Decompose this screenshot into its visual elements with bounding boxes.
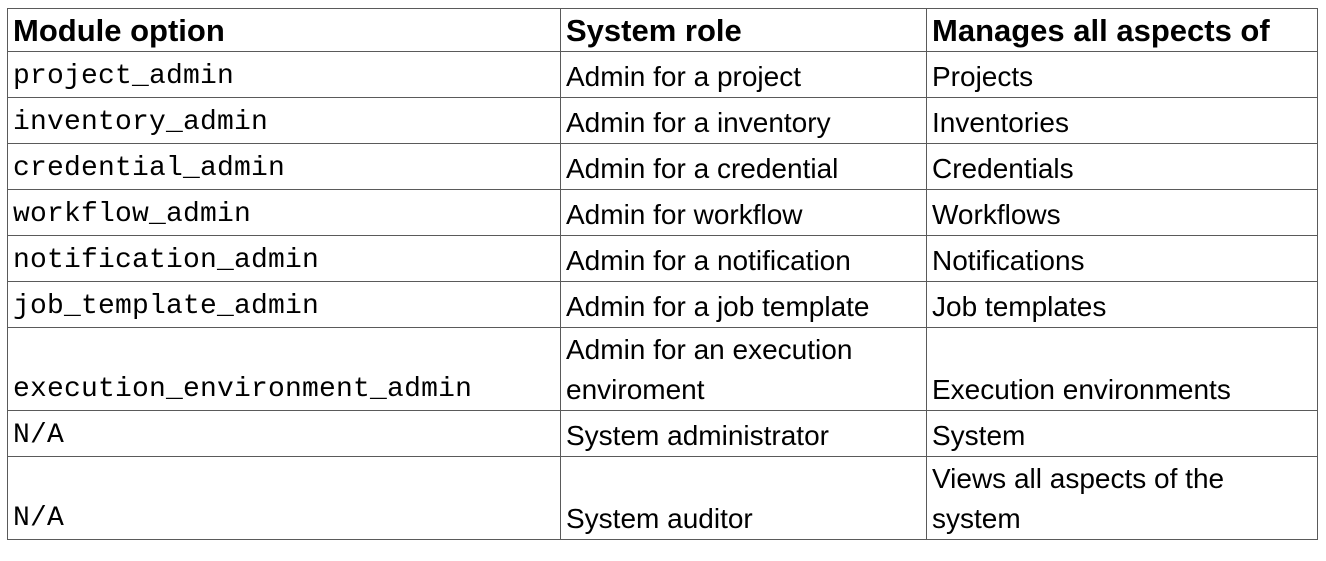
table-row bbox=[8, 282, 1318, 328]
table-row bbox=[8, 52, 1318, 98]
table-row bbox=[8, 98, 1318, 144]
system-role-cell: Admin for a job template bbox=[561, 282, 927, 328]
module-option-cell: job_template_admin bbox=[8, 282, 561, 328]
module-option-cell: workflow_admin bbox=[8, 190, 561, 236]
system-role-cell: Admin for a inventory bbox=[561, 98, 927, 144]
module-option-cell: N/A bbox=[8, 411, 561, 457]
header-manages-all-aspects-of: Manages all aspects of bbox=[927, 9, 1318, 52]
system-role-cell: System auditor bbox=[561, 457, 927, 540]
manages-cell: Inventories bbox=[927, 98, 1318, 144]
table-row bbox=[8, 457, 1318, 540]
module-option-cell: notification_admin bbox=[8, 236, 561, 282]
header-system-role: System role bbox=[561, 9, 927, 52]
roles-table bbox=[7, 8, 1318, 540]
module-option-cell: inventory_admin bbox=[8, 98, 561, 144]
table-row bbox=[8, 144, 1318, 190]
module-option-cell: project_admin bbox=[8, 52, 561, 98]
system-role-cell: Admin for an execution enviroment bbox=[561, 328, 927, 411]
module-option-cell: execution_environment_admin bbox=[8, 328, 561, 411]
system-role-cell: Admin for workflow bbox=[561, 190, 927, 236]
header-row bbox=[8, 9, 1318, 52]
system-role-cell: Admin for a credential bbox=[561, 144, 927, 190]
table-row bbox=[8, 411, 1318, 457]
manages-cell: Notifications bbox=[927, 236, 1318, 282]
manages-cell: Job templates bbox=[927, 282, 1318, 328]
system-role-cell: Admin for a project bbox=[561, 52, 927, 98]
table-row bbox=[8, 190, 1318, 236]
module-option-cell: credential_admin bbox=[8, 144, 561, 190]
table-row bbox=[8, 236, 1318, 282]
manages-cell: Execution environments bbox=[927, 328, 1318, 411]
manages-cell: Credentials bbox=[927, 144, 1318, 190]
manages-cell: Projects bbox=[927, 52, 1318, 98]
manages-cell: Workflows bbox=[927, 190, 1318, 236]
system-role-cell: System administrator bbox=[561, 411, 927, 457]
manages-cell: Views all aspects of the system bbox=[927, 457, 1318, 540]
table-row bbox=[8, 328, 1318, 411]
module-option-cell: N/A bbox=[8, 457, 561, 540]
manages-cell: System bbox=[927, 411, 1318, 457]
header-module-option: Module option bbox=[8, 9, 561, 52]
system-role-cell: Admin for a notification bbox=[561, 236, 927, 282]
